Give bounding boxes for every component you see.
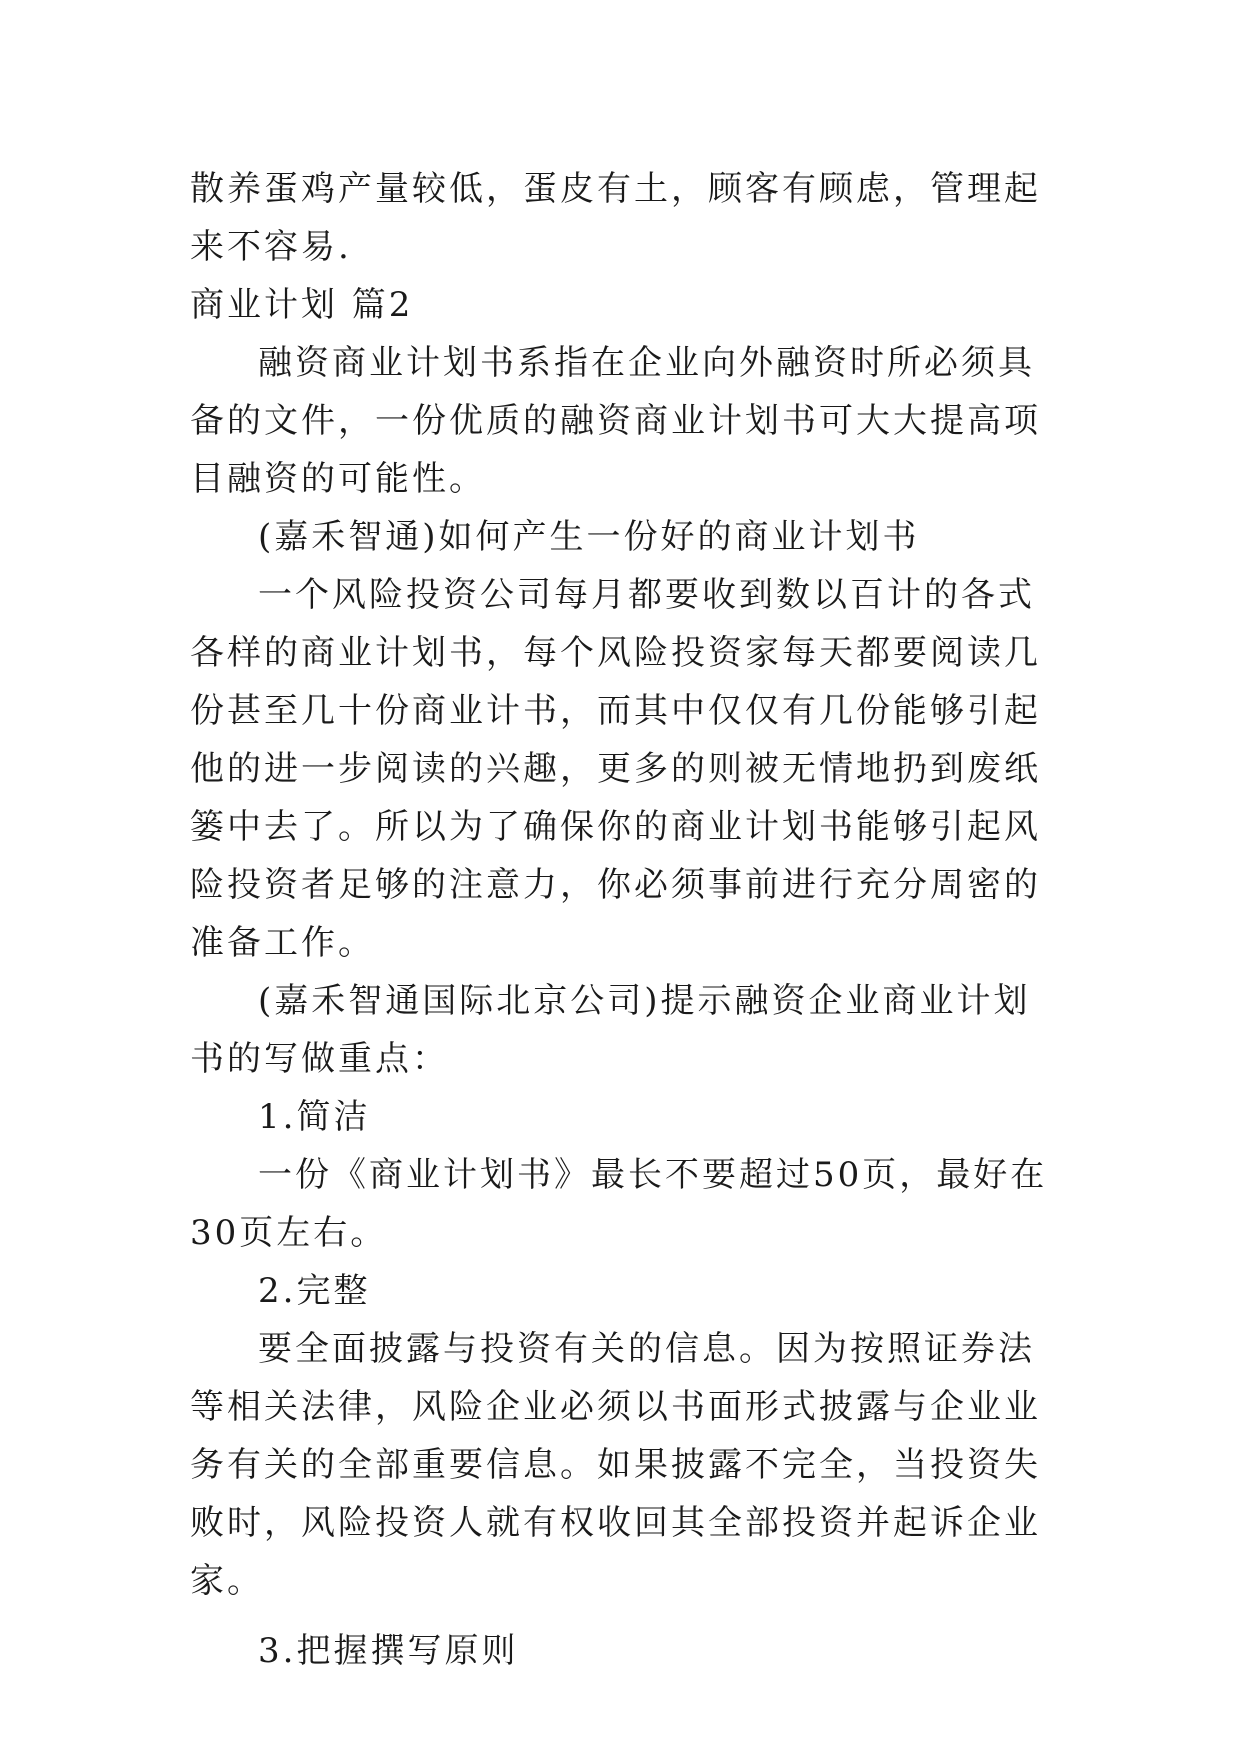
paragraph-definition: 融资商业计划书系指在企业向外融资时所必须具备的文件，一份优质的融资商业计划书可大大提高项目融资的可能性。 <box>190 343 1041 499</box>
paragraph-subtitle: (嘉禾智通)如何产生一份好的商业计划书 <box>258 517 920 557</box>
paragraph-disclosure: 要全面披露与投资有关的信息。因为按照证券法等相关法律，风险企业必须以书面形式披露与企业业务有关的全部重要信息。如果披露不完全，当投资失败时，风险投资人就有权收回其全部投资并起诉企业家。 <box>190 1329 1041 1601</box>
list-item-principles: 3.把握撰写原则 <box>258 1631 519 1671</box>
paragraph-page-limit: 一份《商业计划书》最长不要超过50页，最好在30页左右。 <box>190 1155 1048 1253</box>
list-item-complete: 2.完整 <box>258 1271 371 1311</box>
paragraph-key-points-intro: (嘉禾智通国际北京公司)提示融资企业商业计划书的写做重点： <box>190 981 1031 1079</box>
paragraph-investor-context: 一个风险投资公司每月都要收到数以百计的各式各样的商业计划书，每个风险投资家每天都要阅读几份甚至几十份商业计书，而其中仅仅有几份能够引起他的进一步阅读的兴趣，更多的则被无情地扔到废纸篓中去了。所以为了确保你的商业计划书能够引起风险投资者足够的注意力，你必须事前进行充分周密的准备工作。 <box>190 575 1041 963</box>
paragraph-egg-summary: 散养蛋鸡产量较低，蛋皮有土，顾客有顾虑，管理起来不容易. <box>190 169 1041 267</box>
section-heading: 商业计划 篇2 <box>190 285 414 325</box>
document-page <box>190 160 1050 1680</box>
list-item-concise: 1.简洁 <box>258 1097 371 1137</box>
